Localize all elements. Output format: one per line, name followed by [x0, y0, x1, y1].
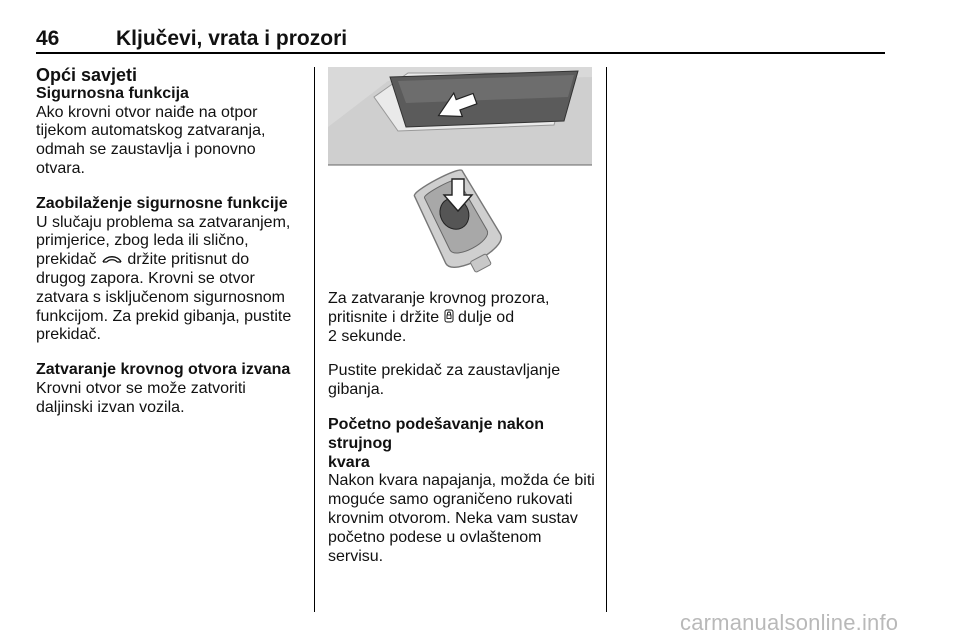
key-lock-icon — [444, 309, 454, 328]
close-instruction-line: pritisnite i držite dulje od — [328, 308, 515, 326]
override-line: primjerice, zbog leda ili slično, — [36, 232, 249, 250]
safety-line: odmah se zaustavlja i ponovno — [36, 141, 256, 159]
remote-line: Krovni otvor se može zatvoriti — [36, 379, 246, 397]
section-title: Opći savjeti — [36, 65, 138, 85]
column-divider-1 — [314, 67, 315, 612]
reset-heading: kvara — [328, 453, 370, 471]
override-heading: Zaobilaženje sigurnosne funkcije — [36, 194, 288, 212]
reset-line: servisu. — [328, 547, 384, 565]
reset-line: krovnim otvorom. Neka vam sustav — [328, 509, 578, 527]
reset-heading: Početno podešavanje nakon strujnog — [328, 415, 545, 452]
release-line: gibanja. — [328, 381, 385, 399]
watermark: carmanualsonline.info — [680, 610, 899, 635]
right-column — [328, 290, 598, 566]
safety-line: tijekom automatskog zatvaranja, — [36, 122, 266, 140]
sunroof-remote-illustration — [328, 67, 592, 275]
column-divider-2 — [606, 67, 607, 612]
close-instruction-line: Za zatvaranje krovnog prozora, — [328, 290, 550, 307]
override-line: funkcijom. Za prekid gibanja, pustite — [36, 307, 292, 325]
reset-line: Nakon kvara napajanja, možda će biti — [328, 472, 595, 490]
left-column — [36, 66, 306, 418]
override-line: prekidač držite pritisnut do — [36, 251, 250, 269]
release-line: Pustite prekidač za zaustavljanje — [328, 362, 561, 380]
override-line: drugog zapora. Krovni se otvor — [36, 269, 255, 287]
safety-heading: Sigurnosna funkcija — [36, 84, 189, 102]
reset-line: početno podese u ovlaštenom — [328, 528, 542, 546]
remote-heading: Zatvaranje krovnog otvora izvana — [36, 361, 291, 379]
reset-line: moguće samo ograničeno rukovati — [328, 491, 573, 509]
chapter-title: Ključevi, vrata i prozori — [116, 27, 348, 50]
safety-line: Ako krovni otvor naiđe na otpor — [36, 103, 258, 121]
sunroof-switch-icon — [101, 251, 123, 270]
page-number: 46 — [36, 27, 60, 50]
close-instruction-line: 2 sekunde. — [328, 327, 407, 345]
override-line: zatvara s isključenom sigurnosnom — [36, 288, 285, 306]
header-rule — [36, 52, 885, 54]
override-line: U slučaju problema sa zatvaranjem, — [36, 213, 291, 231]
override-line: prekidač. — [36, 326, 101, 344]
remote-line: daljinski izvan vozila. — [36, 398, 185, 416]
safety-line: otvara. — [36, 159, 85, 177]
